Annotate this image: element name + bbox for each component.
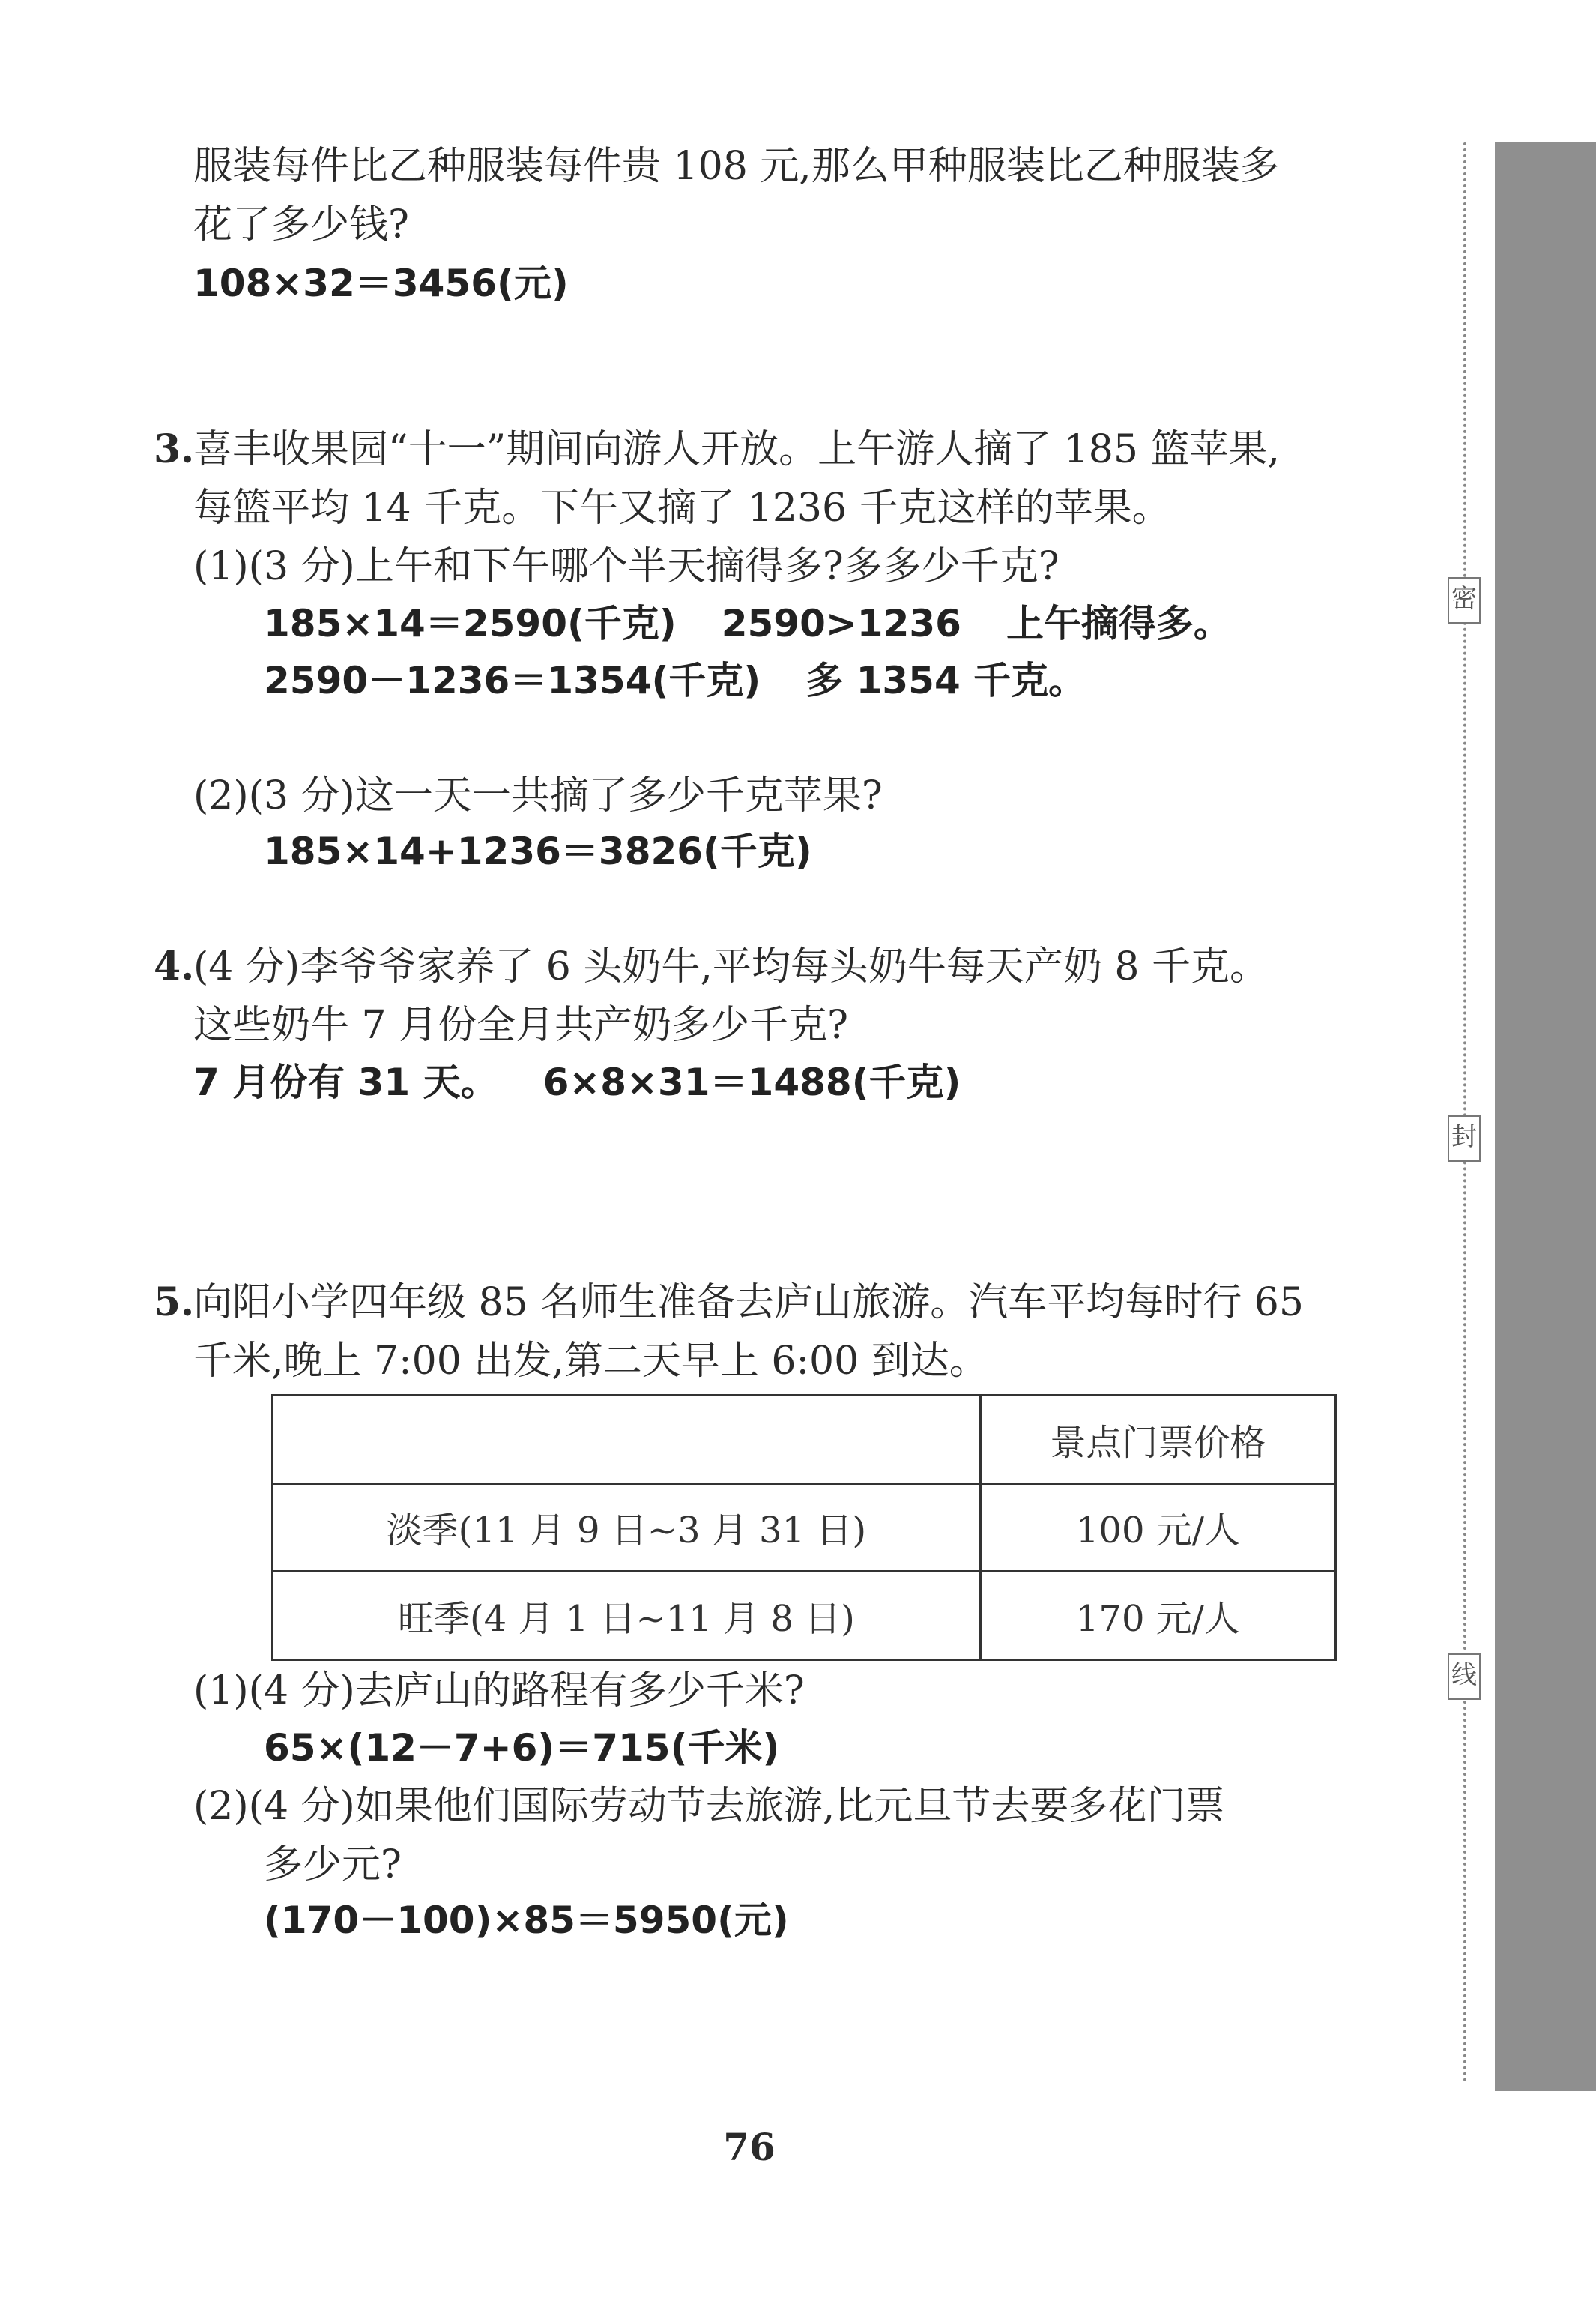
table-header-row (273, 1396, 1336, 1484)
subquestion-label: (1)(4 分)去庐山的路程有多少千米? (193, 1668, 805, 1713)
seal-mark-feng: 封 (1448, 1115, 1481, 1162)
question-text: 花了多少钱? (193, 202, 409, 247)
subquestion-label: (2)(3 分)这一天一共摘了多少千克苹果? (193, 773, 883, 818)
table-cell-season: 旺季(4 月 1 日~11 月 8 日) (273, 1572, 981, 1660)
question-number: 3. (154, 426, 195, 472)
answer-part: 2590>1236 (721, 602, 961, 645)
table-cell-price: 100 元/人 (980, 1483, 1335, 1572)
ticket-price-table (271, 1394, 1337, 1661)
table-header-cell (273, 1396, 981, 1484)
answer-text: 185×14+1236＝3826(千克) (264, 830, 812, 873)
question-text: 每篮平均 14 千克。下午又摘了 1236 千克这样的苹果。 (193, 486, 1171, 531)
binding-dotted-line (1463, 142, 1466, 2084)
subquestion-label: (2)(4 分)如果他们国际劳动节去旅游,比元旦节去要多花门票 (193, 1784, 1225, 1829)
question-text: 千米,晚上 7:00 出发,第二天早上 6:00 到达。 (193, 1339, 988, 1384)
question-text: 喜丰收果园“十一”期间向游人开放。上午游人摘了 185 篮苹果, (193, 427, 1281, 472)
answer-text (193, 1058, 961, 1106)
subquestion-label: 多少元? (264, 1842, 402, 1887)
question-text: 服装每件比乙种服装每件贵 108 元,那么甲种服装比乙种服装多 (193, 144, 1279, 189)
table-row (273, 1483, 1336, 1572)
question-number: 5. (154, 1279, 195, 1325)
question-text: 这些奶牛 7 月份全月共产奶多少千克? (193, 1003, 849, 1048)
table-cell-price: 170 元/人 (980, 1572, 1335, 1660)
seal-mark-mi: 密 (1448, 577, 1481, 624)
answer-text (264, 600, 1231, 648)
question-number: 4. (154, 944, 195, 989)
subquestion-label: (1)(3 分)上午和下午哪个半天摘得多?多多少千克? (193, 544, 1060, 589)
answer-text (264, 657, 1086, 705)
answer-text: 108×32＝3456(元) (193, 262, 569, 305)
answer-part: 6×8×31＝1488(千克) (542, 1061, 961, 1104)
question-text: (4 分)李爷爷家养了 6 头奶牛,平均每头奶牛每天产奶 8 千克。 (193, 944, 1269, 989)
question-text: 向阳小学四年级 85 名师生准备去庐山旅游。汽车平均每时行 65 (193, 1280, 1304, 1325)
answer-part: 2590－1236＝1354(千克) (264, 659, 761, 702)
answer-text: 65×(12－7+6)＝715(千米) (264, 1726, 780, 1770)
answer-text: (170－100)×85＝5950(元) (264, 1899, 789, 1942)
binding-gray-band (1495, 142, 1596, 2091)
table-row (273, 1572, 1336, 1660)
answer-part: 多 1354 千克。 (805, 659, 1086, 702)
answer-part: 7 月份有 31 天。 (193, 1061, 498, 1104)
table-cell-season: 淡季(11 月 9 日~3 月 31 日) (273, 1483, 981, 1572)
table-header-cell: 景点门票价格 (980, 1396, 1335, 1484)
seal-mark-xian: 线 (1448, 1653, 1481, 1700)
answer-part: 185×14＝2590(千克) (264, 602, 677, 645)
answer-part: 上午摘得多。 (1006, 602, 1231, 645)
page-number: 76 (723, 2125, 776, 2169)
